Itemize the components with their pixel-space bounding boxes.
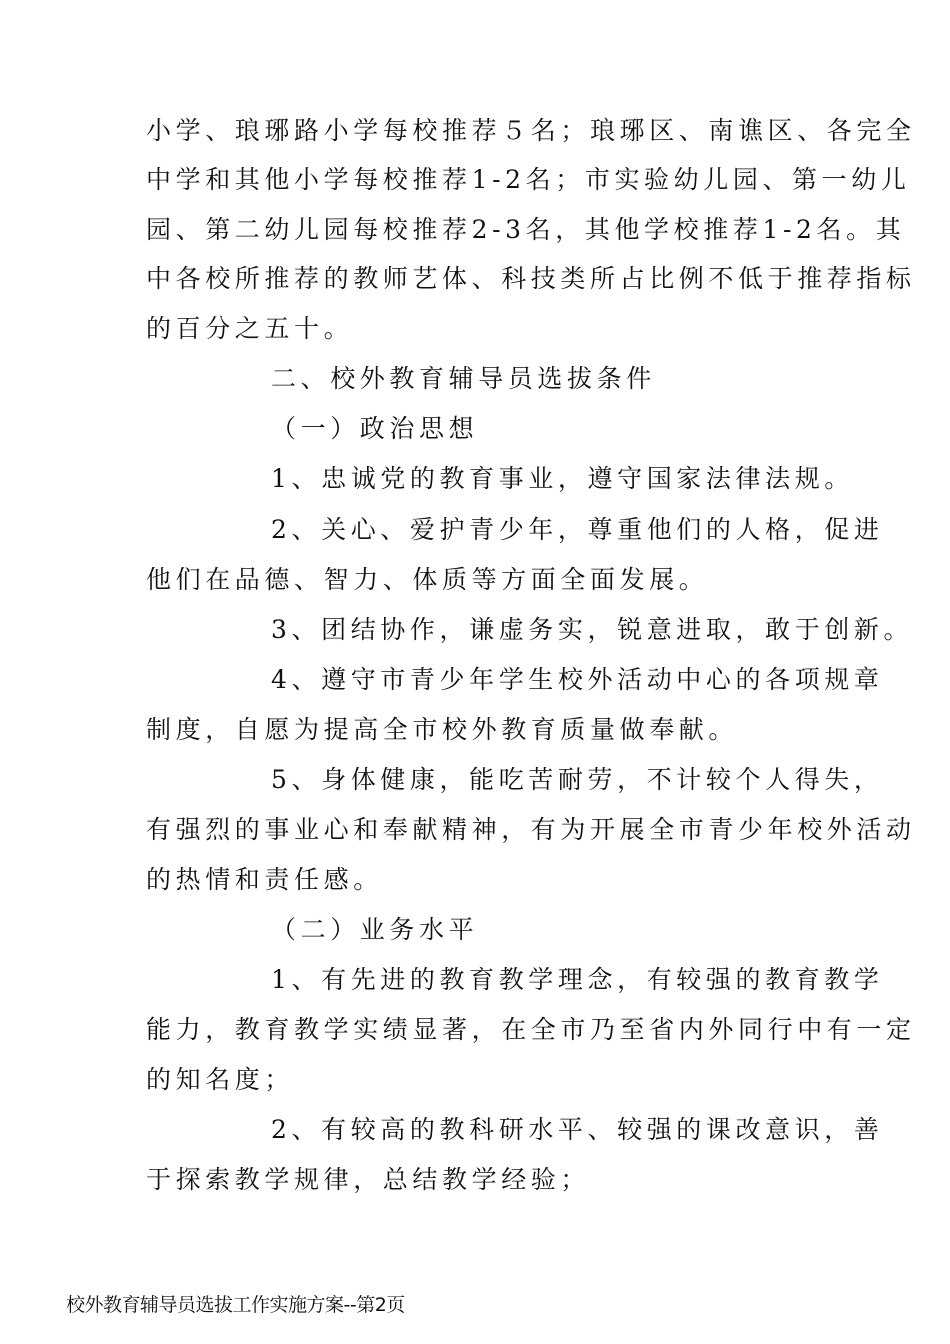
subsection-heading: （一）政治思想 [271,414,479,443]
text-line: 3、团结协作，谦虚务实，锐意进取，敢于创新。 [271,615,914,644]
text-line: 他们在品德、智力、体质等方面全面发展。 [146,565,709,594]
page-footer: 校外教育辅导员选拔工作实施方案--第2页 [66,1294,405,1316]
text-line: 2、关心、爱护青少年，尊重他们的人格，促进 [271,515,884,544]
text-line: 制度，自愿为提高全市校外教育质量做奉献。 [146,715,739,744]
text-line: 2、有较高的教科研水平、较强的课改意识，善 [271,1115,884,1144]
section-heading: 二、校外教育辅导员选拔条件 [271,364,656,393]
text-line: 的知名度； [146,1065,295,1094]
text-line: 5、身体健康，能吃苦耐劳，不计较个人得失， [271,765,884,794]
text-line: 的百分之五十。 [146,314,354,343]
text-line: 能力，教育教学实绩显著，在全市乃至省内外同行中有一定 [146,1015,916,1044]
text-line: 于探索教学规律，总结教学经验； [146,1165,591,1194]
text-line: 园、第二幼儿园每校推荐2-3名，其他学校推荐1-2名。其 [146,215,906,244]
text-line: 中各校所推荐的教师艺体、科技类所占比例不低于推荐指标 [146,264,916,293]
text-line: 有强烈的事业心和奉献精神，有为开展全市青少年校外活动 [146,815,916,844]
text-line: 4、遵守市青少年学生校外活动中心的各项规章 [271,665,884,694]
subsection-heading: （二）业务水平 [271,915,479,944]
text-line: 1、忠诚党的教育事业，遵守国家法律法规。 [271,464,854,493]
text-line: 小学、琅琊路小学每校推荐５名；琅琊区、南谯区、各完全 [146,116,916,145]
text-line: 中学和其他小学每校推荐1-2名；市实验幼儿园、第一幼儿 [146,165,911,194]
text-line: 1、有先进的教育教学理念，有较强的教育教学 [271,965,884,994]
text-line: 的热情和责任感。 [146,865,383,894]
